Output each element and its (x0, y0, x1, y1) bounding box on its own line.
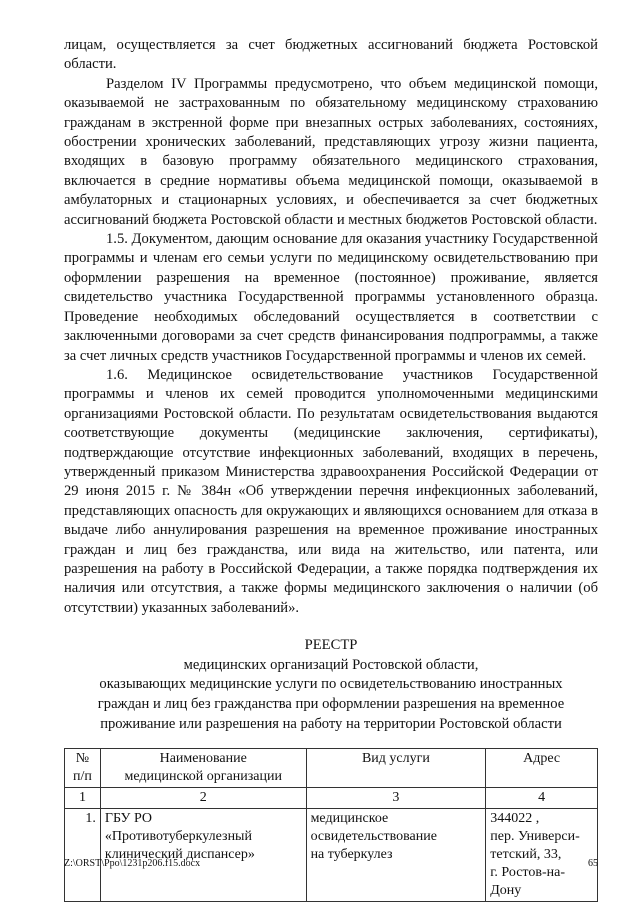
paragraph: 1.5. Документом, дающим основание для оказания участнику Государственной программы и членам его семьи услуги по медицинскому освидетельствованию при оформлении разрешения на временное (постоянное) проживание, является свидетельство участника Государственной программы установленного образца. Проведение необходимых обследований осуществляется в соответствии с заключенными договорами за счет средств финансирования подпрограммы, а также за счет личных средств участников Государственной программы и членов их семей. (64, 231, 598, 364)
cell-line: п/п (73, 769, 92, 785)
document-page (64, 36, 598, 902)
paragraph: Разделом IV Программы предусмотрено, что объем медицинской помощи, оказываемой не застрахованным по обязательному медицинскому страхованию гражданам в экстренной форме при внезапных острых заболеваниях, состояниях, обострении хронических заболеваний, представляющих угрозу жизни пациента, входящих в базовую программу обязательного медицинского страхования, включается в средние нормативы объема медицинской помощи, оказываемой в амбулаторных и стационарных условиях, и обеспечивается за счет бюджетных ассигнований бюджета Ростовской области и местных бюджетов Ростовской области. (64, 75, 598, 228)
paragraph: лицам, осуществляется за счет бюджетных ассигнований бюджета Ростовской области. (64, 37, 598, 73)
cell-line: тетский, 33, (490, 847, 562, 863)
paragraph: 1.6. Медицинское освидетельствование участников Государственной программы и членов их семей проводится уполномоченными медицинскими организациями Ростовской области. По результатам освидетельствования выдаются соответствующие документы (медицинские заключения, сертификаты), подтверждающие отсутствие инфекционных заболеваний, входящих в перечень, утвержденный приказом Министерства здравоохранения Российской Федерации от 29 июня 2015 г. № 384н «Об утверждении перечня инфекционных заболеваний, представляющих опасность для окружающих и являющихся основанием для отказа в выдаче либо аннулирования разрешения на временное проживание иностранных граждан и лиц без гражданства, или вида на жительство, или патента, или разрешения на работу в Российской Федерации, а также порядка подтверждения их наличия или отсутствия, а также формы медицинского заключения о наличии (об отсутствии) указанных заболеваний». (64, 366, 598, 616)
cell-line: клинический диспансер» (104, 847, 255, 863)
column-header (306, 749, 486, 788)
cell-line: медицинской организации (124, 769, 282, 785)
cell-line: «Противотуберкулезный (104, 829, 252, 845)
page-footer (64, 858, 598, 869)
registry-subtitle-line: оказывающих медицинские услуги по освидетельствованию иностранных (99, 676, 563, 693)
cell-line: на туберкулез (310, 847, 393, 863)
column-header (486, 749, 598, 788)
column-number: 4 (486, 788, 598, 809)
cell-line: Наименование (159, 751, 247, 767)
registry-subtitle (64, 656, 598, 734)
registry-subtitle-line: проживание или разрешения на работу на территории Ростовской области (100, 715, 562, 732)
column-number: 1 (65, 788, 101, 809)
table-header-row (65, 749, 598, 788)
cell-line: г. Ростов-на-Дону (490, 865, 565, 899)
body-text (64, 36, 598, 618)
registry-subtitle-line: граждан и лиц без гражданства при оформлении разрешения на временное (97, 695, 565, 712)
cell-line: Вид услуги (361, 751, 430, 767)
cell-line: 344022 , (490, 811, 540, 827)
registry-heading: РЕЕСТР (304, 637, 358, 654)
page-number: 65 (588, 858, 598, 869)
registry-subtitle-line: медицинских организаций Ростовской области, (183, 656, 479, 673)
file-path: Z:\ORST\Ppo\1231p206.f15.docx (64, 858, 201, 869)
service-type-cell (306, 809, 486, 902)
column-number: 2 (100, 788, 306, 809)
cell-line: ГБУ РО (104, 811, 153, 827)
registry-title-block (64, 636, 598, 734)
column-header (100, 749, 306, 788)
address-cell (486, 809, 598, 902)
row-number-cell: 1. (65, 809, 101, 902)
table-body (65, 809, 598, 902)
column-number: 3 (306, 788, 486, 809)
cell-line: медицинское (310, 811, 389, 827)
organization-name-cell (100, 809, 306, 902)
table-row (65, 809, 598, 902)
table-numbering-row (65, 788, 598, 809)
cell-line: № (75, 751, 90, 767)
registry-table (64, 748, 598, 902)
cell-line: освидетельствование (310, 829, 437, 845)
cell-line: Адрес (523, 751, 561, 767)
cell-line: пер. Универси- (490, 829, 580, 845)
column-header (65, 749, 101, 788)
